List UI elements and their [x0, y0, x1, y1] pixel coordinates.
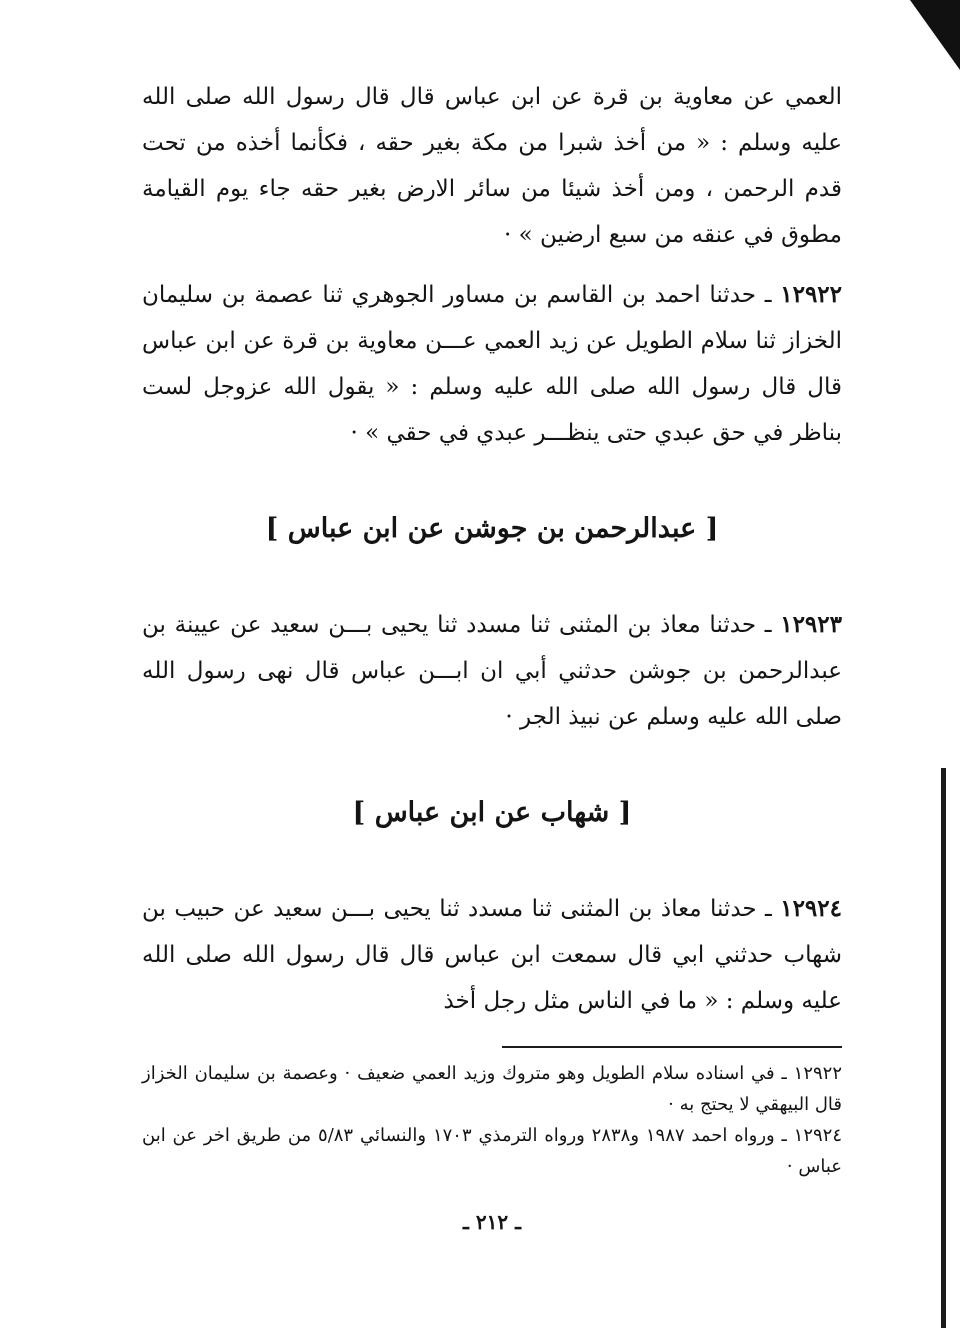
section-heading-ibn-jawshan: [ عبدالرحمن بن جوشن عن ابن عباس ] [265, 513, 719, 544]
hadith-text-12923: ـ حدثنا معاذ بن المثنى ثنا مسدد ثنا يحيى بـــن سعيد عن عيينة بن عبدالرحمن بن جوشن حدثني أبي ان ابـــن عباس قال نهى رسول الله صلى الله عليه وسلم عن نبيذ الجر · [142, 612, 842, 730]
corner-triangle-mark [896, 0, 960, 70]
hadith-number-12922: ١٢٩٢٢ [780, 281, 843, 308]
document-page [142, 74, 842, 1242]
scan-edge-line [941, 768, 946, 1328]
footnote-12922: ١٢٩٢٢ ـ في اسناده سلام الطويل وهو متروك وزيد العمي ضعيف · وعصمة بن سليمان الخزاز قال البيهقي لا يحتج به · [142, 1063, 842, 1115]
footnote-divider [502, 1046, 842, 1048]
hadith-number-12924: ١٢٩٢٤ [780, 895, 842, 922]
hadith-text-12924: ـ حدثنا معاذ بن المثنى ثنا مسدد ثنا يحيى بـــن سعيد عن حبيب بن شهاب حدثني ابي قال سمعت ابن عباس قال قال رسول الله صلى الله عليه وسلم : « ما في الناس مثل رجل أخذ [142, 896, 842, 1014]
hadith-number-12923: ١٢٩٢٣ [780, 611, 842, 638]
hadith-text-12922: ـ حدثنا احمد بن القاسم بن مساور الجوهري ثنا عصمة بن سليمان الخزاز ثنا سلام الطويل عن زيد العمي عـــن معاوية بن قرة عن ابن عباس قال قال رسول الله صلى الله عليه وسلم : « يقول الله عزوجل لست بناظر في حق عبدي حتى ينظـــر عبدي في حقي » · [142, 282, 842, 446]
hadith-12923 [142, 602, 842, 740]
footnote-12924: ١٢٩٢٤ ـ ورواه احمد ١٩٨٧ و٢٨٣٨ ورواه الترمذي ١٧٠٣ والنسائي ٥/٨٣ من طريق اخر عن ابن عباس · [142, 1125, 843, 1177]
hadith-12924 [142, 886, 842, 1024]
hadith-continuation: العمي عن معاوية بن قرة عن ابن عباس قال قال رسول الله صلى الله عليه وسلم : « من أخذ شبرا من مكة بغير حقه ، فكأنما أخذه من تحت قدم الرحمن ، ومن أخذ شيئا من سائر الارض بغير حقه جاء يوم القيامة مطوق في عنقه من سبع ارضين » · [142, 84, 842, 248]
section-heading-shihab: [ شهاب عن ابن عباس ] [352, 797, 632, 828]
page-number: ـ ٢١٢ ـ [463, 1210, 521, 1234]
hadith-12922 [142, 272, 842, 456]
